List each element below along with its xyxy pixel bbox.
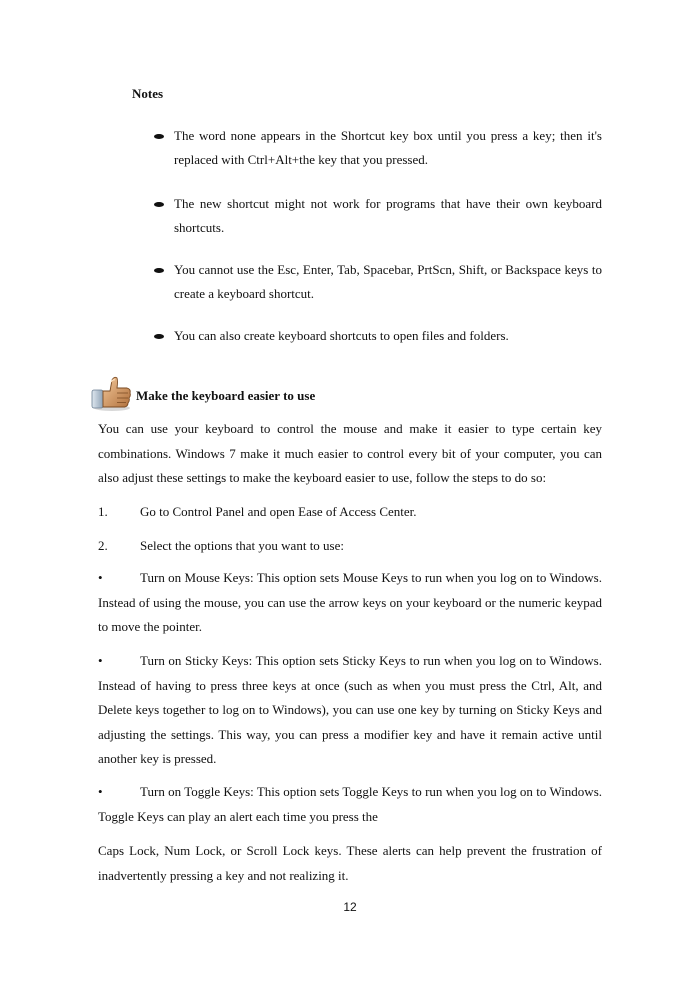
continuation-paragraph: Caps Lock, Num Lock, or Scroll Lock keys. These alerts can help prevent the frustration of inadvertently pressing a key and not realizing it. xyxy=(98,843,602,883)
option-bullet: • xyxy=(98,570,103,585)
option-text: Turn on Toggle Keys: This option sets Toggle Keys to run when you log on to Windows. Toggle Keys can play an alert each time you press the xyxy=(98,784,602,824)
note-bullet-icon xyxy=(154,202,164,207)
note-bullet-icon xyxy=(154,268,164,273)
section-heading-row xyxy=(90,374,610,412)
note-item: The new shortcut might not work for programs that have their own keyboard shortcuts. xyxy=(174,196,602,235)
option-text: Turn on Sticky Keys: This option sets Sticky Keys to run when you log on to Windows. Instead of having to press three keys at once (such as when you must press the Ctrl, Alt, and Delete keys together to log on to Windows), you can use one key by turning on Sticky Keys and adjusting the settings. This way, you can press a modifier key and have it remain active until another key is pressed. xyxy=(98,653,602,767)
step-number: 2. xyxy=(98,538,108,553)
option-bullet: • xyxy=(98,784,103,799)
note-item: The word none appears in the Shortcut key box until you press a key; then it's replaced with Ctrl+Alt+the key that you pressed. xyxy=(174,128,602,167)
option-paragraph xyxy=(98,566,602,640)
notes-title: Notes xyxy=(132,86,164,101)
step-number: 1. xyxy=(98,504,108,519)
section-heading: Make the keyboard easier to use xyxy=(136,388,316,403)
thumbs-up-hand-icon xyxy=(90,374,134,412)
step-text: Go to Control Panel and open Ease of Access Center. xyxy=(140,504,417,519)
option-bullet: • xyxy=(98,653,103,668)
step-text: Select the options that you want to use: xyxy=(140,538,344,553)
intro-paragraph: You can use your keyboard to control the mouse and make it easier to type certain key combinations. Windows 7 make it much easier to control every bit of your computer, you can also adjust these settings to make the keyboard easier to use, follow the steps to do so: xyxy=(98,421,602,486)
page-number: 12 xyxy=(343,900,357,914)
option-text: Turn on Mouse Keys: This option sets Mouse Keys to run when you log on to Windows. Instead of using the mouse, you can use the arrow keys on your keyboard or the numeric keypad to move the pointer. xyxy=(98,570,602,635)
note-bullet-icon xyxy=(154,334,164,339)
option-paragraph xyxy=(98,649,602,772)
note-bullet-icon xyxy=(154,134,164,139)
note-item: You can also create keyboard shortcuts to open files and folders. xyxy=(174,328,509,343)
option-paragraph xyxy=(98,780,602,829)
note-item: You cannot use the Esc, Enter, Tab, Spacebar, PrtScn, Shift, or Backspace keys to create a keyboard shortcut. xyxy=(174,262,602,301)
